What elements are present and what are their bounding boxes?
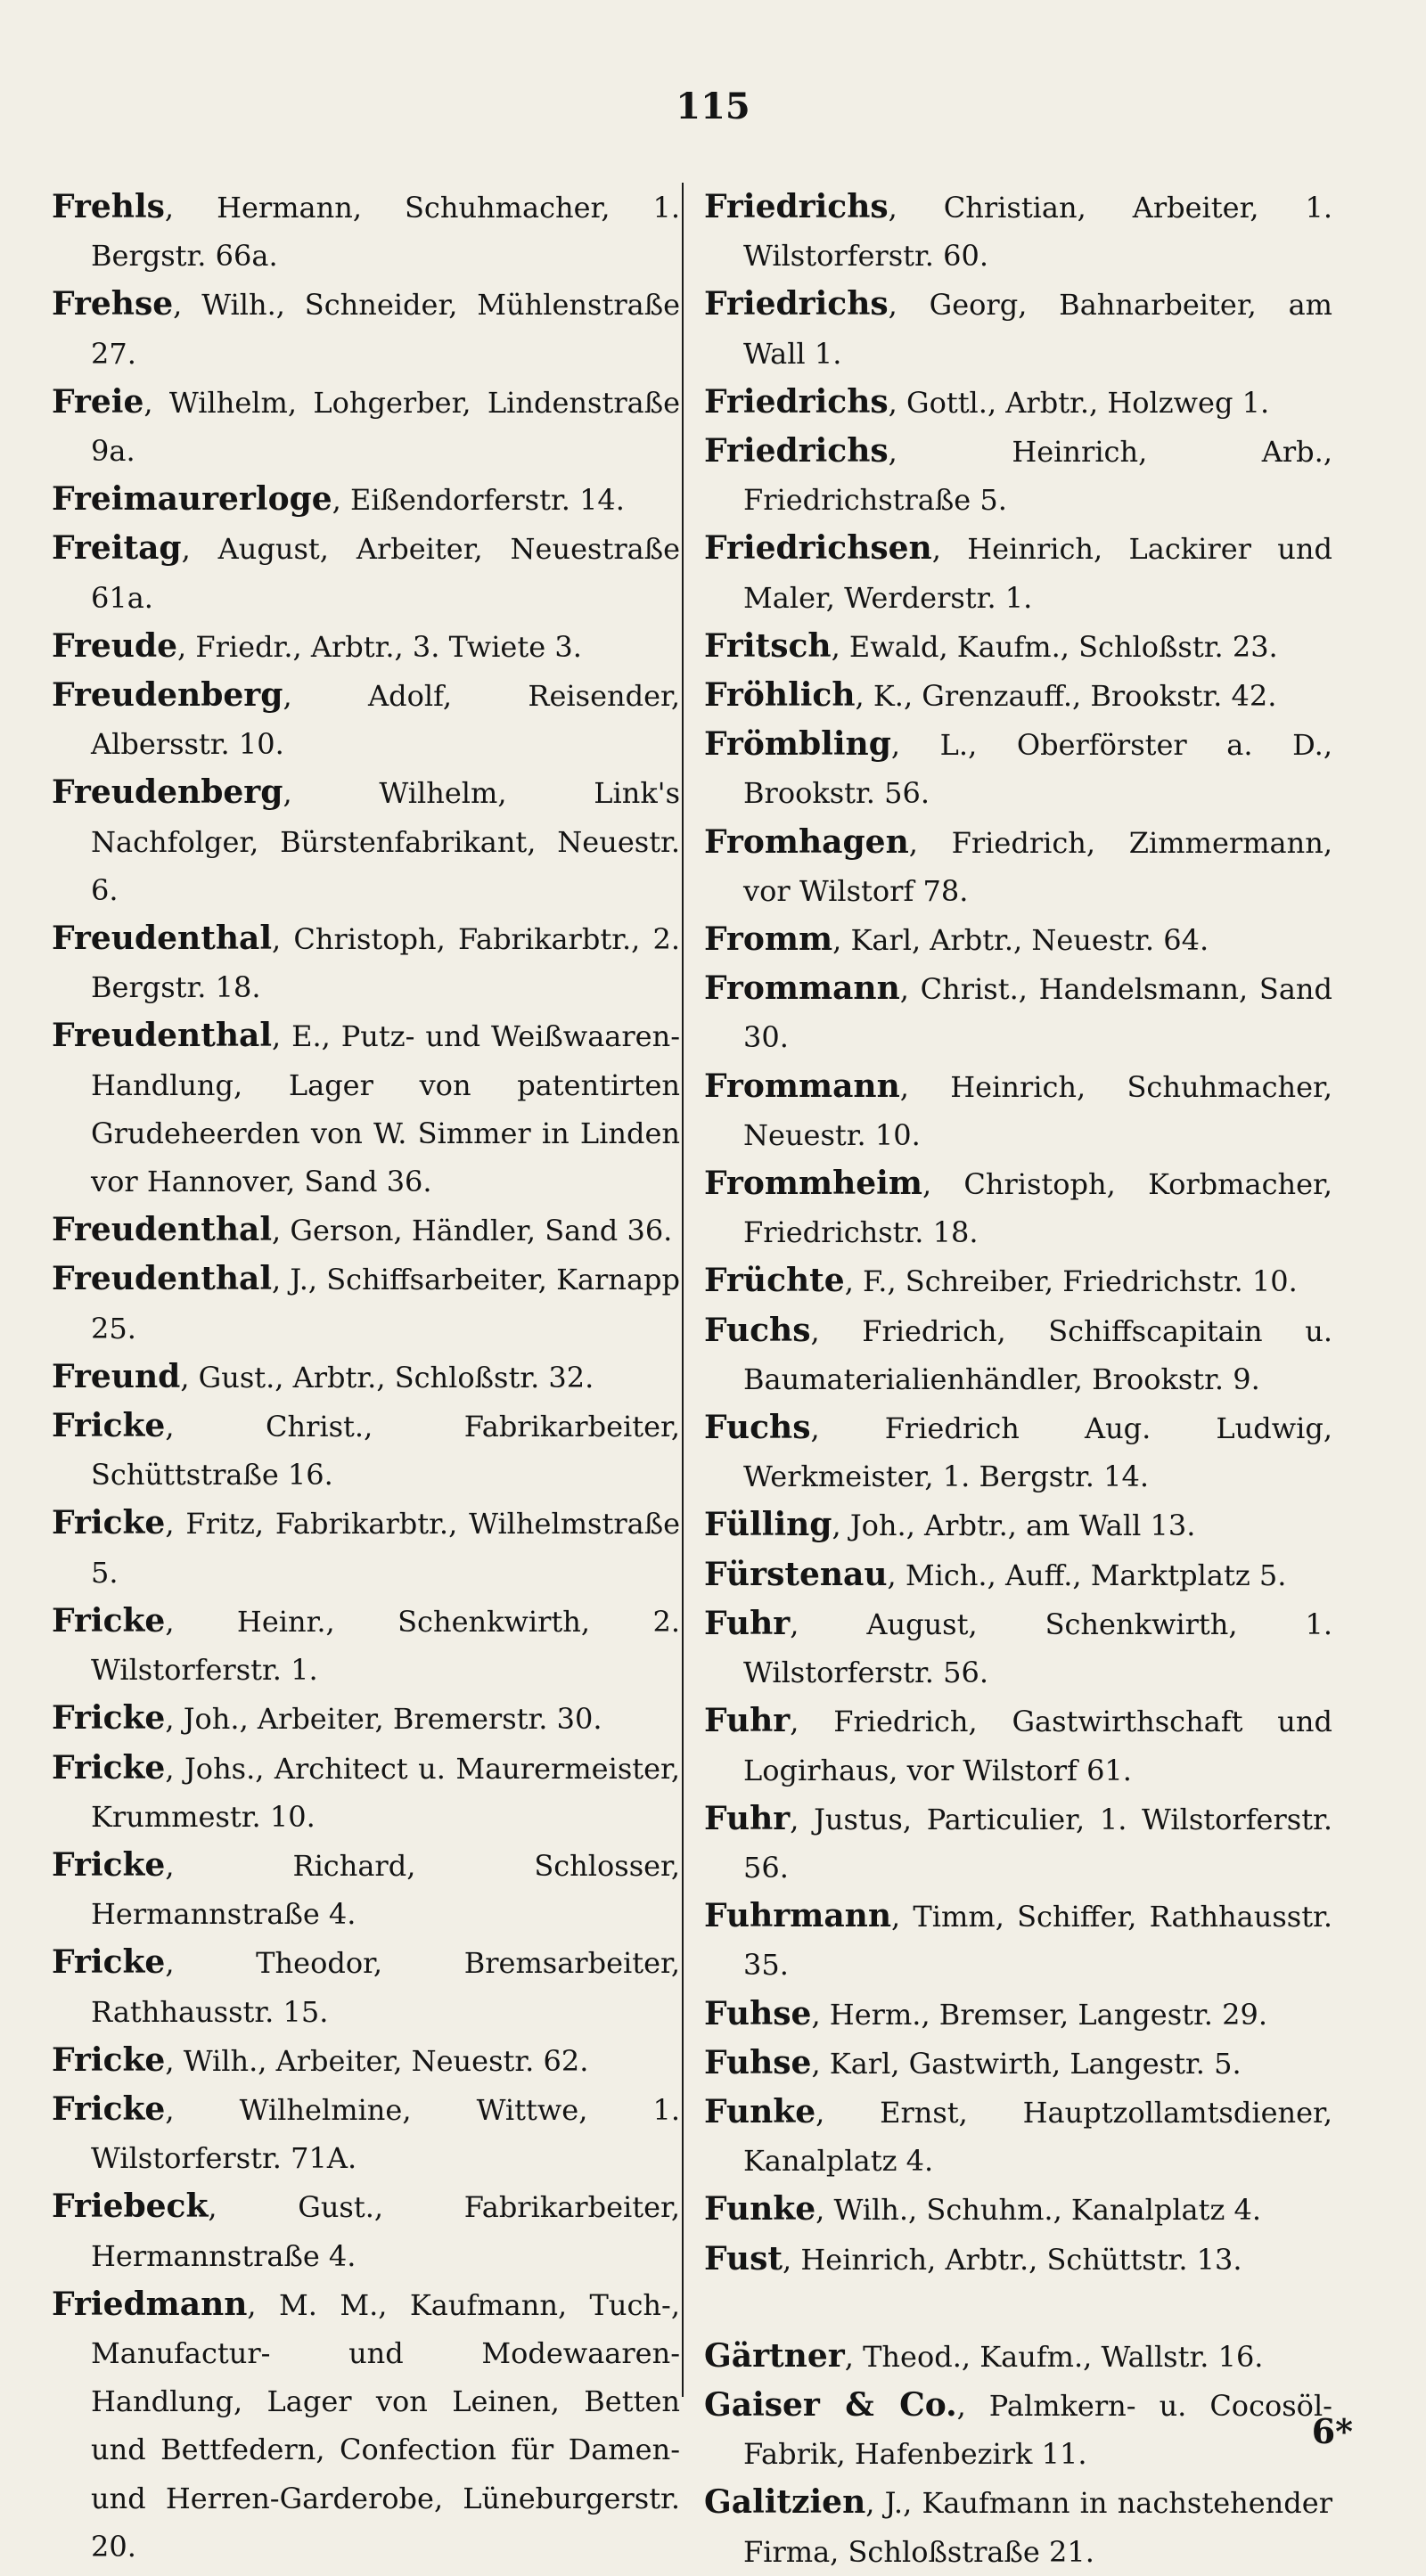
entry-name: Fricke bbox=[52, 1504, 166, 1542]
entry-details: , Ewald, Kaufm., Schloßstr. 23. bbox=[831, 629, 1278, 664]
entry-name: Fürstenau bbox=[704, 1555, 888, 1593]
entry-details: , Eißendorferstr. 14. bbox=[332, 483, 625, 518]
entry-details: , Wilhelmine, Wittwe, 1. Wilstorferstr. 71A. bbox=[91, 2092, 680, 2176]
entry-name: Fricke bbox=[52, 1748, 166, 1787]
entry-name: Funke bbox=[704, 2190, 816, 2228]
directory-entry bbox=[52, 768, 680, 914]
entry-details: , Timm, Schiffer, Rathhausstr. 35. bbox=[743, 1900, 1332, 1983]
entry-details: , J., Schiffsarbeiter, Karnapp 25. bbox=[91, 1263, 680, 1345]
directory-entry bbox=[704, 1892, 1332, 1989]
directory-entry bbox=[704, 183, 1332, 280]
directory-entry bbox=[704, 427, 1332, 524]
directory-entry bbox=[704, 524, 1332, 621]
directory-entry bbox=[52, 1694, 680, 1743]
entry-name: Frommann bbox=[704, 1067, 900, 1105]
entry-name: Fricke bbox=[52, 2040, 166, 2079]
page-number: 115 bbox=[676, 86, 750, 127]
directory-entry bbox=[52, 1402, 680, 1499]
entry-name: Früchte bbox=[704, 1262, 845, 1300]
entry-details: , Joh., Arbeiter, Bremerstr. 30. bbox=[165, 1702, 602, 1737]
entry-name: Fröhlich bbox=[704, 676, 856, 715]
directory-entry bbox=[52, 1353, 680, 1402]
directory-entry bbox=[704, 2088, 1332, 2185]
entry-name: Fuhrmann bbox=[704, 1897, 892, 1935]
entry-name: Freudenberg bbox=[52, 676, 283, 715]
right-column bbox=[704, 183, 1332, 2576]
entry-details: , Theodor, Bremsarbeiter, Rathhausstr. 15. bbox=[91, 1946, 680, 2029]
entry-details: , K., Grenzauff., Brookstr. 42. bbox=[855, 679, 1277, 714]
directory-entry bbox=[704, 2039, 1332, 2088]
directory-entry bbox=[704, 964, 1332, 1061]
entry-details: , Hermann, Schuhmacher, 1. Bergstr. 66a. bbox=[91, 191, 680, 274]
directory-entry bbox=[704, 1256, 1332, 1305]
entry-details: , Fritz, Fabrikarbtr., Wilhelmstraße 5. bbox=[91, 1507, 680, 1590]
directory-entry bbox=[704, 1062, 1332, 1159]
entry-details: , Heinrich, Schuhmacher, Neuestr. 10. bbox=[743, 1069, 1332, 1152]
entry-details: , Theod., Kaufm., Wallstr. 16. bbox=[844, 2339, 1264, 2374]
entry-name: Freude bbox=[52, 626, 178, 665]
entry-name: Friedrichs bbox=[704, 188, 889, 225]
entry-name: Freimaurerloge bbox=[52, 480, 332, 519]
entry-name: Friedmann bbox=[52, 2285, 248, 2323]
entry-name: Frehls bbox=[52, 188, 165, 225]
entry-details: , Heinr., Schenkwirth, 2. Wilstorferstr. 1. bbox=[91, 1604, 680, 1688]
entry-details: , Gust., Arbtr., Schloßstr. 32. bbox=[180, 1360, 594, 1394]
entry-details: , Justus, Particulier, 1. Wilstorferstr. 56. bbox=[743, 1802, 1332, 1885]
directory-entry bbox=[704, 2185, 1332, 2234]
entry-name: Fromhagen bbox=[704, 822, 909, 861]
directory-entry bbox=[52, 1499, 680, 1596]
directory-entry bbox=[704, 1599, 1332, 1697]
directory-entry bbox=[52, 1841, 680, 1938]
entry-name: Friedrichs bbox=[704, 432, 889, 470]
entry-name: Fuhse bbox=[704, 2043, 812, 2081]
directory-entry bbox=[704, 915, 1332, 964]
entry-name: Fuchs bbox=[704, 1409, 811, 1447]
entry-name: Fricke bbox=[52, 2089, 166, 2128]
entry-name: Fricke bbox=[52, 1601, 166, 1640]
directory-entry bbox=[704, 1159, 1332, 1256]
directory-entry bbox=[52, 671, 680, 768]
entry-details: , Friedrich Aug. Ludwig, Werkmeister, 1. Bergstr. 14. bbox=[743, 1411, 1332, 1494]
directory-entry bbox=[704, 1550, 1332, 1599]
directory-entry bbox=[52, 524, 680, 621]
directory-entry bbox=[52, 1744, 680, 1841]
entry-name: Fritsch bbox=[704, 626, 832, 665]
entry-name: Freudenthal bbox=[52, 1017, 273, 1055]
directory-entry bbox=[52, 1011, 680, 1206]
directory-entry bbox=[52, 2085, 680, 2182]
entry-name: Friedrichsen bbox=[704, 529, 932, 568]
entry-details: , Wilh., Schuhm., Kanalplatz 4. bbox=[815, 2193, 1262, 2228]
entry-details: , Friedrich, Zimmermann, vor Wilstorf 78. bbox=[743, 825, 1332, 908]
entry-name: Fromm bbox=[704, 920, 833, 959]
entry-details: , Heinrich, Arbtr., Schüttstr. 13. bbox=[783, 2242, 1242, 2277]
directory-entry bbox=[704, 1697, 1332, 1794]
entry-name: Freie bbox=[52, 382, 144, 421]
entry-name: Freudenthal bbox=[52, 1211, 273, 1249]
entry-name: Fricke bbox=[52, 1943, 166, 1982]
directory-entry bbox=[704, 280, 1332, 377]
entry-name: Frehse bbox=[52, 285, 174, 323]
directory-entry bbox=[52, 2280, 680, 2571]
entry-name: Freudenthal bbox=[52, 920, 273, 958]
directory-entry bbox=[704, 1306, 1332, 1403]
entry-details: , Christ., Fabrikarbeiter, Schüttstraße 16. bbox=[91, 1410, 680, 1492]
entry-name: Fricke bbox=[52, 1407, 166, 1445]
entry-details: , F., Schreiber, Friedrichstr. 10. bbox=[844, 1264, 1298, 1299]
entry-details: , Friedr., Arbtr., 3. Twiete 3. bbox=[177, 629, 582, 664]
entry-name: Fuchs bbox=[704, 1311, 811, 1349]
directory-entry bbox=[704, 2478, 1332, 2575]
directory-entry bbox=[704, 720, 1332, 817]
entry-name: Fricke bbox=[52, 1845, 166, 1884]
entry-details: , Ernst, Hauptzollamtsdiener, Kanalplatz 4. bbox=[743, 2095, 1332, 2179]
entry-name: Gaiser & Co. bbox=[704, 2385, 957, 2424]
entry-details: , Heinrich, Arb., Friedrichstraße 5. bbox=[743, 435, 1332, 518]
entry-details: , Johs., Architect u. Maurermeister, Krummestr. 10. bbox=[91, 1751, 680, 1834]
entry-details: , Wilhelm, Link's Nachfolger, Bürstenfabrikant, Neuestr. 6. bbox=[91, 776, 680, 907]
entry-details: , J., Kaufmann in nachstehender Firma, Schloßstraße 21. bbox=[743, 2486, 1332, 2569]
directory-entry bbox=[704, 378, 1332, 427]
directory-entry bbox=[704, 2235, 1332, 2284]
entry-name: Frömbling bbox=[704, 725, 891, 764]
entry-name: Freudenberg bbox=[52, 773, 283, 812]
entry-details: , Karl, Arbtr., Neuestr. 64. bbox=[832, 923, 1209, 958]
entry-details: , Georg, Bahnarbeiter, am Wall 1. bbox=[743, 288, 1332, 371]
directory-entry bbox=[52, 1938, 680, 2035]
entry-details: , Christoph, Fabrikarbtr., 2. Bergstr. 18. bbox=[91, 922, 680, 1005]
entry-details: , Friedrich, Schiffscapitain u. Baumaterialienhändler, Brookstr. 9. bbox=[743, 1313, 1332, 1396]
entry-name: Friedrichs bbox=[704, 382, 889, 421]
entry-details: , Richard, Schlosser, Hermannstraße 4. bbox=[91, 1848, 680, 1932]
left-column bbox=[52, 183, 680, 2571]
directory-entry bbox=[52, 280, 680, 377]
entry-details: , Wilh., Arbeiter, Neuestr. 62. bbox=[165, 2043, 589, 2078]
entry-details: , Gust., Fabrikarbeiter, Hermannstraße 4. bbox=[91, 2190, 680, 2273]
signature-mark: 6* bbox=[1311, 2411, 1353, 2451]
directory-entry bbox=[52, 2036, 680, 2085]
entry-name: Friebeck bbox=[52, 2188, 209, 2226]
directory-entry bbox=[52, 475, 680, 524]
entry-name: Frommann bbox=[704, 969, 900, 1008]
entry-name: Fuhse bbox=[704, 1994, 812, 2032]
entry-details: , L., Oberförster a. D., Brookstr. 56. bbox=[743, 728, 1332, 811]
entry-name: Gärtner bbox=[704, 2336, 845, 2375]
directory-entry bbox=[52, 914, 680, 1011]
entry-name: Freitag bbox=[52, 529, 182, 568]
directory-entry bbox=[52, 1597, 680, 1694]
entry-details: , Wilh., Schneider, Mühlenstraße 27. bbox=[91, 288, 680, 371]
entry-name: Fust bbox=[704, 2239, 783, 2278]
directory-entry bbox=[704, 818, 1332, 915]
entry-name: Friedrichs bbox=[704, 285, 889, 323]
entry-name: Freudenthal bbox=[52, 1260, 273, 1298]
entry-name: Fuhr bbox=[704, 1799, 791, 1837]
directory-entry bbox=[52, 378, 680, 475]
entry-details: , August, Schenkwirth, 1. Wilstorferstr. 56. bbox=[743, 1607, 1332, 1690]
entry-details: , Karl, Gastwirth, Langestr. 5. bbox=[811, 2046, 1242, 2081]
directory-entry bbox=[52, 1206, 680, 1255]
entry-name: Fricke bbox=[52, 1699, 166, 1738]
entry-name: Fülling bbox=[704, 1506, 832, 1544]
entry-details: , Christian, Arbeiter, 1. Wilstorferstr. 60. bbox=[743, 191, 1332, 274]
directory-entry bbox=[52, 183, 680, 280]
entry-details: , Joh., Arbtr., am Wall 13. bbox=[832, 1509, 1196, 1543]
directory-entry bbox=[52, 2182, 680, 2279]
directory-entry bbox=[704, 2332, 1332, 2381]
entry-details: , Wilhelm, Lohgerber, Lindenstraße 9a. bbox=[91, 385, 680, 469]
entry-details: , Heinrich, Lackirer und Maler, Werderstr. 1. bbox=[743, 532, 1332, 615]
entry-details: , Gottl., Arbtr., Holzweg 1. bbox=[888, 385, 1270, 420]
entry-name: Fuhr bbox=[704, 1702, 791, 1740]
entry-details: , Christoph, Korbmacher, Friedrichstr. 18. bbox=[743, 1167, 1332, 1250]
directory-entry bbox=[704, 671, 1332, 720]
directory-entry bbox=[52, 1255, 680, 1352]
directory-entry bbox=[704, 1403, 1332, 1501]
entry-name: Freund bbox=[52, 1357, 181, 1395]
entry-details: , M. M., Kaufmann, Tuch-, Manufactur- und Modewaaren-Handlung, Lager von Leinen, Betten und Bettfedern, Confection für Damen- und Herren-Garderobe, Lüneburgerstr. 20. bbox=[91, 2287, 680, 2564]
directory-entry bbox=[704, 622, 1332, 671]
entry-details: , August, Arbeiter, Neuestraße 61a. bbox=[91, 532, 680, 615]
directory-entry bbox=[704, 1990, 1332, 2039]
entry-details: , Gerson, Händler, Sand 36. bbox=[272, 1214, 673, 1248]
entry-name: Funke bbox=[704, 2092, 816, 2130]
entry-details: , Friedrich, Gastwirthschaft und Logirhaus, vor Wilstorf 61. bbox=[743, 1705, 1332, 1787]
entry-details: , Palmkern- u. Cocosöl-Fabrik, Hafenbezirk 11. bbox=[743, 2388, 1332, 2472]
entry-details: , E., Putz- und Weißwaaren-Handlung, Lager von patentirten Grudeheerden von W. Simmer in Linden vor Hannover, Sand 36. bbox=[91, 1019, 680, 1199]
entry-details: , Christ., Handelsmann, Sand 30. bbox=[743, 972, 1332, 1055]
entry-details: , Mich., Auff., Marktplatz 5. bbox=[887, 1558, 1287, 1592]
entry-name: Fuhr bbox=[704, 1604, 791, 1642]
directory-entry bbox=[52, 622, 680, 671]
directory-entry bbox=[704, 1501, 1332, 1550]
entry-details: , Adolf, Reisender, Albersstr. 10. bbox=[91, 679, 680, 762]
column-divider bbox=[682, 183, 684, 2397]
directory-entry bbox=[704, 2381, 1332, 2478]
entry-name: Galitzien bbox=[704, 2483, 866, 2522]
directory-entry bbox=[704, 1795, 1332, 1892]
entry-name: Frommheim bbox=[704, 1165, 922, 1203]
entry-details: , Herm., Bremser, Langestr. 29. bbox=[811, 1997, 1268, 2032]
